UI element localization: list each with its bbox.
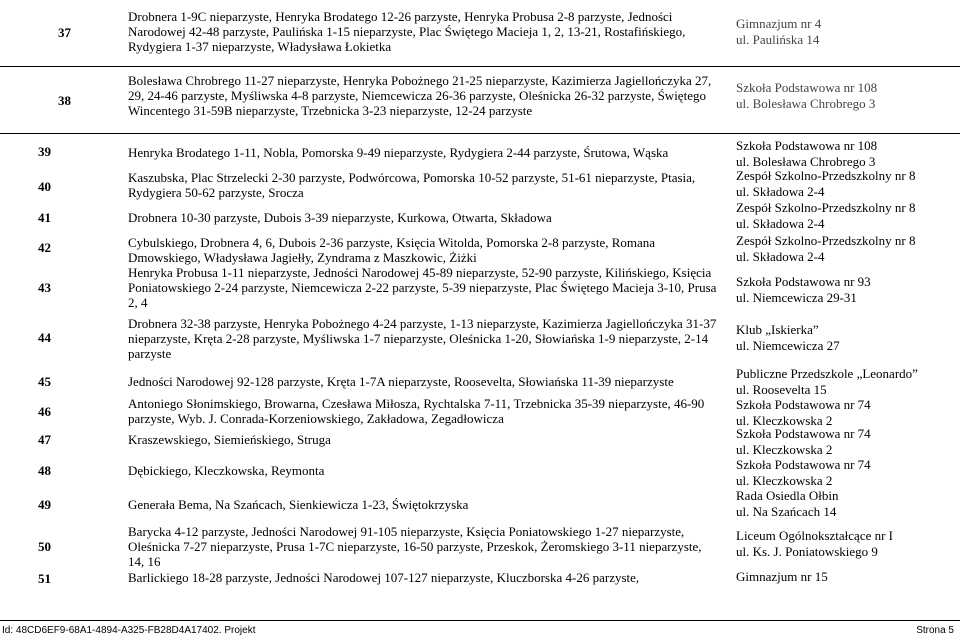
- station-name: Gimnazjum nr 4: [736, 16, 822, 31]
- polling-station: [736, 233, 958, 265]
- table-row: [0, 314, 960, 364]
- polling-station: [736, 569, 958, 585]
- district-number: 50: [38, 539, 51, 554]
- street-list: Drobnera 10-30 parzyste, Dubois 3-39 nieparzyste, Kurkowa, Otwarta, Składowa: [128, 210, 552, 225]
- district-number: 43: [38, 280, 51, 295]
- street-list: Cybulskiego, Drobnera 4, 6, Dubois 2-36 parzyste, Księcia Witolda, Pomorska 2-8 parzyste, Romana Dmowskiego, Władysława Jagiełły, Zyndrama z Maszkowic, Żiżki: [128, 235, 656, 265]
- station-name: Zespół Szkolno-Przedszkolny nr 8: [736, 168, 916, 183]
- document-id: Id: 48CD6EF9-68A1-4894-A325-FB28D4A17402. Projekt: [2, 625, 256, 636]
- table-row: [0, 570, 960, 590]
- street-list: Bolesława Chrobrego 11-27 nieparzyste, Henryka Pobożnego 21-25 nieparzyste, Kazimierza Jagiellończyka 27, 29, 24-46 parzyste, Myśliwska 4-8 parzyste, Niemcewicza 26-36 parzyste, Oleśnicka 26-32 parzyste, Świętego Wincentego 31-59B nieparzyste, Trzebnicka 3-23 nieparzyste, 12-24 parzyste: [128, 73, 712, 118]
- polling-station: [736, 168, 958, 200]
- street-list: Jedności Narodowej 92-128 parzyste, Kręta 1-7A nieparzyste, Roosevelta, Słowiańska 11-39 nieparzyste: [128, 374, 674, 389]
- district-number: 51: [38, 571, 51, 586]
- page-number: Strona 5: [916, 625, 954, 636]
- station-address: ul. Bolesława Chrobrego 3: [736, 96, 876, 111]
- polling-station: [736, 528, 958, 560]
- street-list: Barycka 4-12 parzyste, Jedności Narodowej 91-105 nieparzyste, Księcia Poniatowskiego 1-27 nieparzyste, Oleśnicka 7-27 nieparzyste, Prusa 1-7C nieparzyste, 16-50 parzyste, Przeskok, Żeromskiego 3-11 nieparzyste, 14, 16: [128, 524, 702, 569]
- table-row: [0, 232, 960, 264]
- district-number: 49: [38, 497, 51, 512]
- table-row: [0, 166, 960, 204]
- table-row: [0, 486, 960, 522]
- street-list: Henryka Probusa 1-11 nieparzyste, Jedności Narodowej 45-89 nieparzyste, 52-90 parzyste, Kilińskiego, Księcia Poniatowskiego 2-24 parzyste, Niemcewicza 2-22 parzyste, 5-39 nieparzyste, Plac Świętego Macieja 3-10, Prusa 2, 4: [128, 265, 717, 310]
- street-list: Drobnera 32-38 parzyste, Henryka Pobożnego 4-24 parzyste, 1-13 nieparzyste, Kazimierza Jagiellończyka 31-37 nieparzyste, Kręta 2-28 parzyste, Myśliwska 1-7 nieparzyste, Oleśnicka 1-20, Słowiańska 1-9 nieparzyste, 2-14 parzyste: [128, 316, 717, 361]
- table-row: [0, 0, 960, 67]
- district-number: 46: [38, 404, 51, 419]
- station-address: ul. Kleczkowska 2: [736, 473, 833, 488]
- station-name: Szkoła Podstawowa nr 108: [736, 138, 878, 153]
- street-list: Dębickiego, Kleczkowska, Reymonta: [128, 463, 325, 478]
- polling-station: [736, 80, 958, 112]
- polling-station: [736, 457, 958, 489]
- table-row: [0, 522, 960, 570]
- station-name: Gimnazjum nr 15: [736, 569, 828, 584]
- station-address: ul. Niemcewicza 29-31: [736, 290, 857, 305]
- polling-station: [736, 397, 958, 429]
- station-address: ul. Składowa 2-4: [736, 216, 825, 231]
- station-name: Szkoła Podstawowa nr 108: [736, 80, 878, 95]
- station-address: ul. Paulińska 14: [736, 32, 820, 47]
- table-row: [0, 364, 960, 397]
- station-name: Rada Osiedla Ołbin: [736, 488, 839, 503]
- station-name: Szkoła Podstawowa nr 74: [736, 457, 871, 472]
- street-list: Drobnera 1-9C nieparzyste, Henryka Brodatego 12-26 parzyste, Henryka Probusa 2-8 parzyste, Jedności Narodowej 42-48 parzyste, Paulińska 1-15 nieparzyste, Plac Świętego Macieja 1, 2, 13-21, Rostafińskiego, Rydygiera 1-37 nieparzyste, Władysława Łokietka: [128, 9, 686, 54]
- district-number: 44: [38, 330, 51, 345]
- station-address: ul. Bolesława Chrobrego 3: [736, 154, 876, 169]
- polling-station: [736, 200, 958, 232]
- district-number: 40: [38, 179, 51, 194]
- polling-station: [736, 488, 958, 520]
- station-name: Klub „Iskierka”: [736, 322, 819, 337]
- table-row: [0, 456, 960, 486]
- station-address: ul. Ks. J. Poniatowskiego 9: [736, 544, 878, 559]
- station-address: ul. Na Szańcach 14: [736, 504, 837, 519]
- station-name: Publiczne Przedszkole „Leonardo”: [736, 366, 918, 381]
- street-list: Kraszewskiego, Siemieńskiego, Struga: [128, 432, 331, 447]
- district-number: 45: [38, 374, 51, 389]
- table-row: [0, 200, 960, 232]
- district-number: 47: [38, 432, 51, 447]
- district-number: 41: [38, 210, 51, 225]
- station-name: Zespół Szkolno-Przedszkolny nr 8: [736, 233, 916, 248]
- street-list: Barlickiego 18-28 parzyste, Jedności Narodowej 107-127 nieparzyste, Kluczborska 4-26 parzyste,: [128, 570, 640, 585]
- station-address: ul. Składowa 2-4: [736, 184, 825, 199]
- station-name: Szkoła Podstawowa nr 93: [736, 274, 871, 289]
- district-number: 48: [38, 463, 51, 478]
- station-address: ul. Składowa 2-4: [736, 249, 825, 264]
- district-number: 39: [38, 144, 51, 159]
- district-number: 42: [38, 240, 51, 255]
- table-row: [0, 394, 960, 428]
- street-list: Kaszubska, Plac Strzelecki 2-30 parzyste, Podwórcowa, Pomorska 10-52 parzyste, 51-61 nieparzyste, Ptasia, Rydygiera 50-62 parzyste, Srocza: [128, 170, 696, 200]
- station-address: ul. Kleczkowska 2: [736, 413, 833, 428]
- footer-divider: [0, 620, 960, 621]
- polling-station: [736, 16, 958, 48]
- table-row: [0, 67, 960, 134]
- station-name: Liceum Ogólnokształcące nr I: [736, 528, 894, 543]
- station-address: ul. Roosevelta 15: [736, 382, 827, 397]
- district-number: 38: [58, 93, 71, 108]
- street-list: Generała Bema, Na Szańcach, Sienkiewicza 1-23, Świętokrzyska: [128, 497, 469, 512]
- station-name: Szkoła Podstawowa nr 74: [736, 397, 871, 412]
- polling-station: [736, 274, 958, 306]
- station-address: ul. Kleczkowska 2: [736, 442, 833, 457]
- street-list: Antoniego Słonimskiego, Browarna, Czesława Miłosza, Rychtalska 7-11, Trzebnicka 35-39 nieparzyste, 46-90 parzyste, Wyb. J. Conrada-Korzeniowskiego, Zakładowa, Zegadłowicza: [128, 396, 705, 426]
- table-row: [0, 264, 960, 314]
- polling-station: [736, 426, 958, 458]
- station-name: Szkoła Podstawowa nr 74: [736, 426, 871, 441]
- street-list: Henryka Brodatego 1-11, Nobla, Pomorska 9-49 nieparzyste, Rydygiera 2-44 parzyste, Śrutowa, Wąska: [128, 145, 669, 160]
- station-address: ul. Niemcewicza 27: [736, 338, 840, 353]
- table-row: [0, 134, 960, 169]
- station-name: Zespół Szkolno-Przedszkolny nr 8: [736, 200, 916, 215]
- polling-station: [736, 322, 958, 354]
- district-number: 37: [58, 25, 71, 40]
- table-row: [0, 428, 960, 456]
